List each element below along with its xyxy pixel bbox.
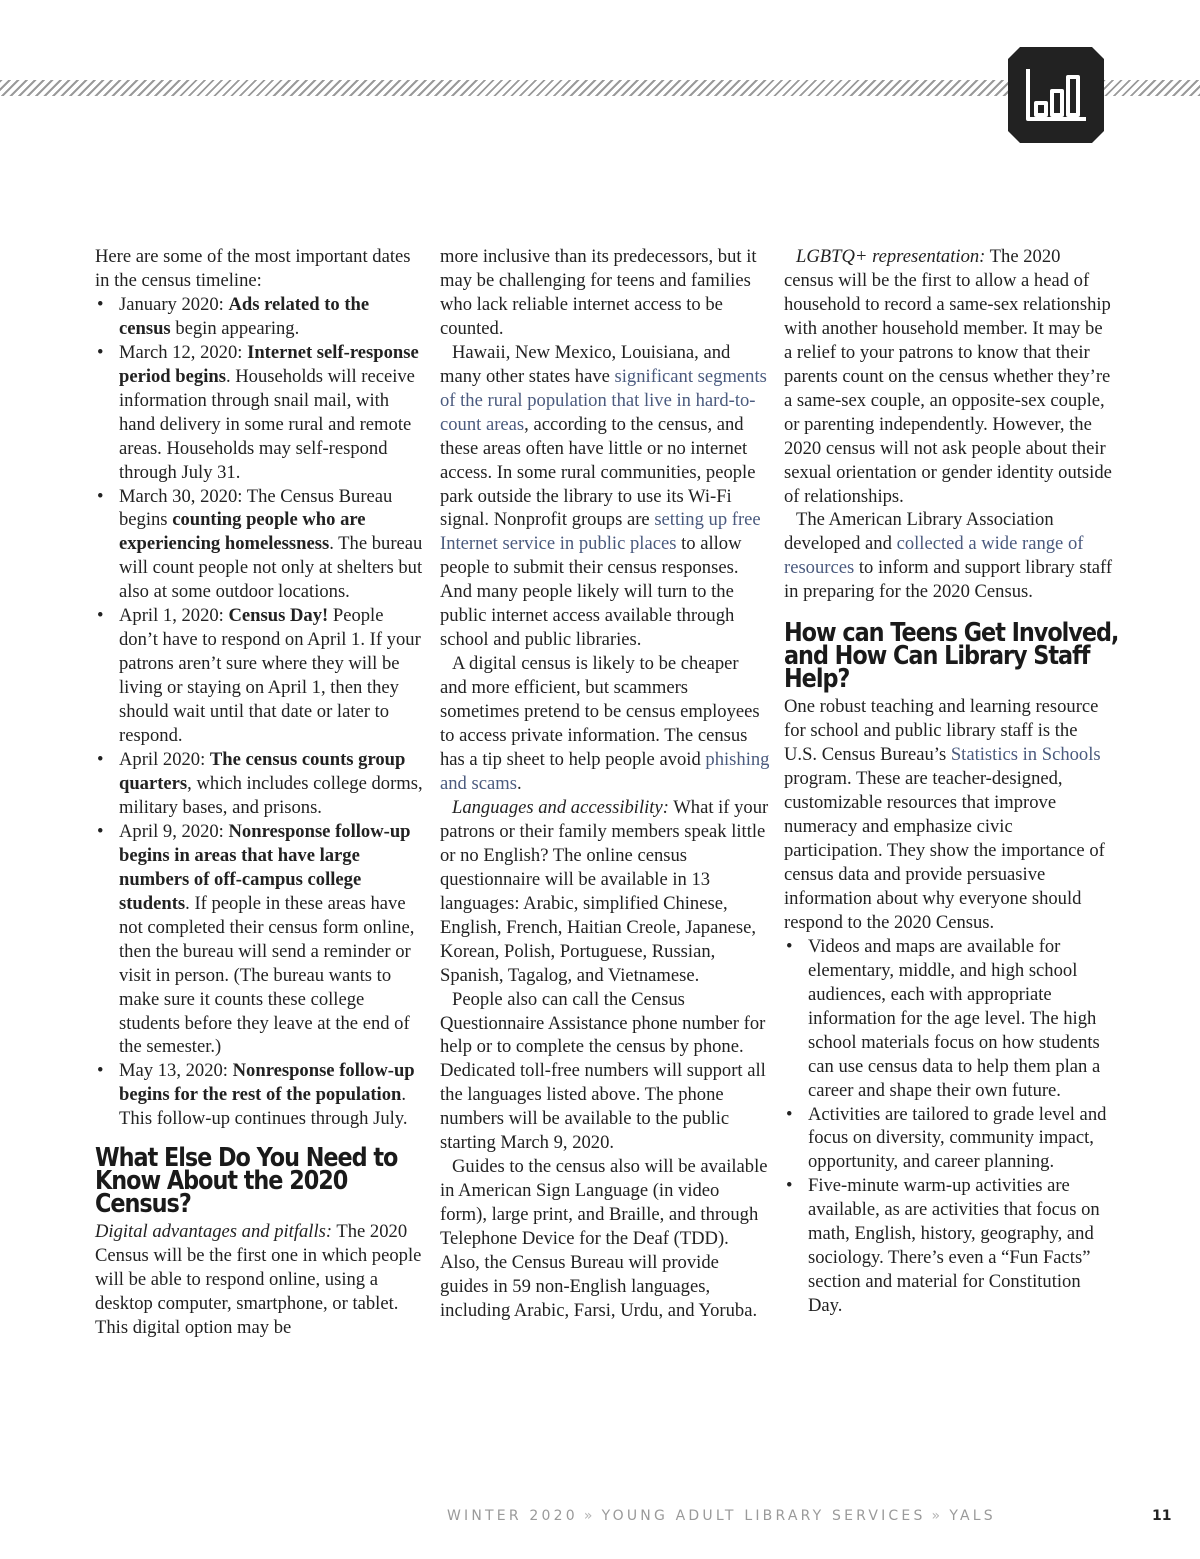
link-rural-population[interactable]: significant segments of the rural population that live in hard-to-count areas — [440, 365, 767, 435]
timeline-item: • March 30, 2020: The Census Bureau begins counting people who are experiencing homelessness. The bureau will count people not only at shelters but also at some outdoor locations. — [95, 485, 425, 605]
timeline-item: • April 1, 2020: Census Day! People don’t have to respond on April 1. If your patrons aren’t sure where they will be living or staying on April 1, then they should wait until that date or later to respond. — [95, 604, 425, 748]
link-ala-resources[interactable]: collected a wide range of resources — [784, 533, 1084, 579]
footer-separator: » — [583, 1508, 596, 1524]
timeline-list — [95, 293, 425, 1131]
paragraph: People also can call the Census Questionnaire Assistance phone number for help or to complete the census by phone. Dedicated toll-free numbers will support all the languages listed above. The phone numbers will be available to the public starting March 9, 2020. — [440, 988, 766, 1154]
digital-paragraph: Digital advantages and pitfalls: The 2020 Census will be the first one in which people will be able to respond online, using a desktop computer, smartphone, or tablet. This digital option may be — [95, 1221, 422, 1339]
resource-list — [784, 935, 1114, 1318]
timeline-item: • May 13, 2020: Nonresponse follow-up begins for the rest of the population. This follow-up continues through July. — [95, 1059, 425, 1131]
paragraph: The American Library Association developed and collected a wide range of resources to inform and support library staff in preparing for the 2020 Census. — [784, 509, 1113, 603]
paragraph: Hawaii, New Mexico, Louisiana, and many other states have significant segments of the rural population that live in hard-to-count areas, according to the census, and these areas often have little or no internet access. In some rural communities, people park outside the library to use its Wi-Fi signal. Nonprofit groups are setting up free Internet service in public places to allow people to submit their census responses. And many people likely will turn to the public internet access available through school and public libraries. — [440, 341, 767, 651]
running-footer — [447, 1508, 996, 1524]
intro-text: Here are some of the most important dates in the census timeline: — [95, 246, 411, 291]
link-free-internet[interactable]: setting up free Internet service in public places — [440, 509, 761, 555]
timeline-item: • March 12, 2020: Internet self-response period begins. Households will receive information through snail mail, with hand delivery in some rural and remote areas. Households may self-respond through July 31. — [95, 341, 425, 485]
section-heading-what-else: What Else Do You Need to Know About the 2020 Census? — [95, 1143, 398, 1220]
paragraph: One robust teaching and learning resource for school and public library staff is the U.S. Census Bureau’s Statistics in Schools program. These are teacher-designed, customizable resources that improve numeracy and emphasize civic participation. They show the importance of census data and provide persuasive information about why everyone should respond to the 2020 Census. — [784, 696, 1105, 933]
paragraph: A digital census is likely to be cheaper and more efficient, but scammers sometimes pretend to be census employees to access private information. The census has a tip sheet to help people avoid phishing and scams. — [440, 653, 770, 794]
footer-season: WINTER 2020 — [447, 1508, 578, 1524]
paragraph: Languages and accessibility: What if your patrons or their family members speak little or no English? The online census questionnaire will be available in 13 languages: Arabic, simplified Chinese, English, French, Haitian Creole, Japanese, Korean, Polish, Portuguese, Russian, Spanish, Tagalog, and Vietnamese. — [440, 796, 769, 986]
column-3 — [784, 245, 1119, 1318]
list-item: • Five-minute warm-up activities are available, as are activities that focus on math, English, history, geography, and sociology. There’s even a “Fun Facts” section and material for Constitution Day. — [784, 1174, 1114, 1318]
link-statistics-in-schools[interactable]: Statistics in Schools — [950, 744, 1101, 766]
footer-org: YALS — [949, 1508, 996, 1524]
paragraph: LGBTQ+ representation: The 2020 census will be the first to allow a head of household to record a same-sex relationship with another household member. It may be a relief to your patrons to know that their parents count on the census whether they’re a same-sex couple, an opposite-sex couple, or parenting independently. However, the 2020 census will not ask people about their sexual orientation or gender identity outside of relationships. — [784, 246, 1112, 507]
section-badge — [1008, 47, 1104, 143]
timeline-item: • April 2020: The census counts group quarters, which includes college dorms, military bases, and prisons. — [95, 748, 425, 820]
section-heading-teens: How can Teens Get Involved, and How Can Library Staff Help? — [784, 618, 1119, 695]
column-1 — [95, 245, 425, 1340]
list-item: • Activities are tailored to grade level and focus on diversity, community impact, opportunity, and career planning. — [784, 1103, 1114, 1175]
list-item: • Videos and maps are available for elementary, middle, and high school audiences, each with appropriate information for the age level. The high school materials focus on how students can use census data to help them plan a career and shape their own future. — [784, 935, 1114, 1103]
timeline-item: • April 9, 2020: Nonresponse follow-up begins in areas that have large numbers of off-campus college students. If people in these areas have not completed their census form online, then the bureau will send a reminder or visit in person. (The bureau wants to make sure it counts these college students before they leave at the end of the semester.) — [95, 820, 425, 1060]
footer-publication: YOUNG ADULT LIBRARY SERVICES — [601, 1508, 926, 1524]
link-phishing-scams[interactable]: phishing and scams — [440, 749, 770, 794]
paragraph: more inclusive than its predecessors, but it may be challenging for teens and families who lack reliable internet access to be counted. — [440, 246, 757, 339]
page-number: 11 — [1152, 1508, 1172, 1524]
paragraph: Guides to the census also will be available in American Sign Language (in video form), large print, and Braille, and through Telephone Device for the Deaf (TDD). Also, the Census Bureau will provide guides in 59 non-English languages, including Arabic, Farsi, Urdu, and Yoruba. — [440, 1156, 768, 1321]
timeline-item: • January 2020: Ads related to the census begin appearing. — [95, 293, 425, 341]
column-2 — [440, 245, 770, 1323]
bar-chart-icon — [1008, 47, 1104, 143]
footer-separator: » — [931, 1508, 944, 1524]
